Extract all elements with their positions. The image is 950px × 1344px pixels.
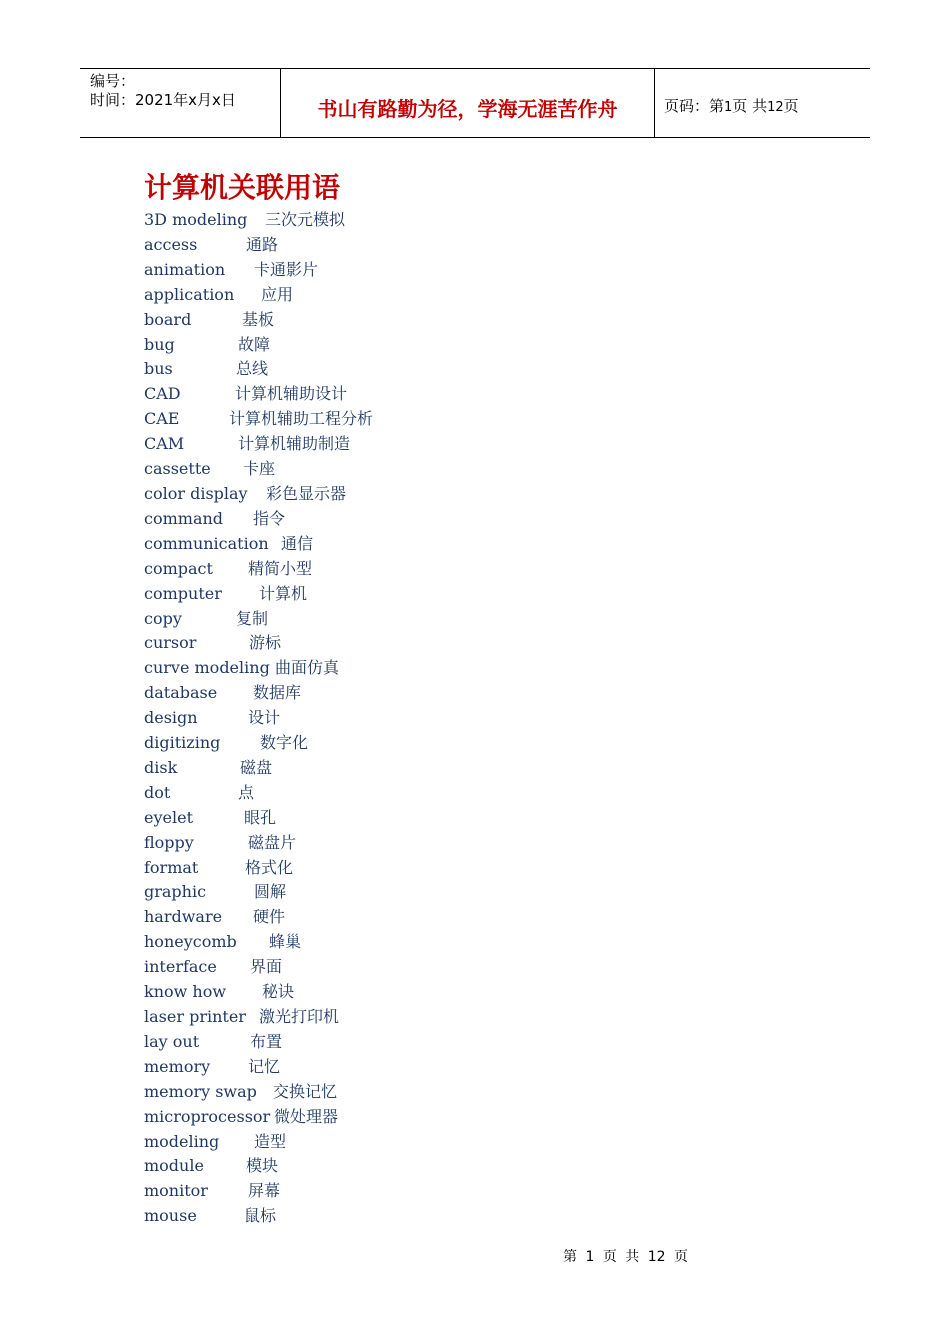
term-chinese: 彩色显示器 [266, 483, 347, 503]
term-english: application [144, 284, 235, 304]
term-row [144, 532, 644, 557]
term-chinese: 故障 [238, 334, 271, 354]
term-chinese: 复制 [236, 608, 269, 628]
term-english: design [144, 708, 198, 728]
term-english: monitor [144, 1181, 208, 1201]
term-chinese: 应用 [261, 284, 294, 304]
time-label: 时间：2021年x月x日 [90, 91, 236, 109]
term-row [144, 1005, 644, 1030]
term-english: 3D modeling [144, 210, 248, 229]
term-row [144, 856, 644, 881]
term-list [144, 208, 644, 1229]
term-row [144, 880, 644, 905]
term-row [144, 980, 644, 1005]
term-english: microprocessor [144, 1106, 271, 1126]
term-row [144, 208, 644, 233]
term-english: compact [144, 558, 213, 578]
term-row [144, 607, 644, 632]
footer-mid1: 页 [602, 1249, 617, 1265]
term-chinese: 圆解 [254, 882, 287, 902]
term-row [144, 656, 644, 681]
serial-label: 编号： [90, 72, 136, 90]
term-chinese: 激光打印机 [259, 1007, 340, 1026]
footer-prefix: 第 [563, 1249, 577, 1265]
term-row [144, 781, 644, 806]
term-english: module [144, 1156, 204, 1176]
term-chinese: 秘诀 [262, 982, 295, 1002]
term-row [144, 1130, 644, 1155]
term-row [144, 831, 644, 856]
term-english: CAD [144, 384, 181, 404]
term-english: computer [144, 583, 222, 603]
term-chinese: 磁盘 [240, 757, 273, 777]
term-row [144, 681, 644, 706]
term-row [144, 1030, 644, 1055]
term-chinese: 基板 [242, 309, 275, 329]
term-english: know how [144, 982, 227, 1002]
term-chinese: 通信 [281, 533, 314, 553]
header-motto: 书山有路勤为径，学海无涯苦作舟 [317, 97, 618, 121]
header-page-number [664, 95, 799, 116]
term-row [144, 1179, 644, 1204]
term-row [144, 631, 644, 656]
term-english: floppy [144, 832, 194, 852]
document-title: 计算机关联用语 [144, 171, 341, 204]
term-row [144, 557, 644, 582]
term-chinese: 游标 [249, 633, 282, 653]
term-english: access [144, 234, 198, 254]
document-header [80, 68, 870, 138]
footer-mid2: 共 [625, 1249, 640, 1265]
term-chinese: 总线 [236, 359, 269, 379]
term-chinese: 布置 [250, 1031, 283, 1051]
term-english: digitizing [144, 733, 221, 753]
term-english: database [144, 683, 218, 703]
term-english: copy [144, 608, 182, 628]
header-page-cell [655, 69, 870, 137]
term-row [144, 233, 644, 258]
term-english: modeling [144, 1131, 220, 1151]
term-chinese: 计算机辅助制造 [238, 434, 351, 454]
term-row [144, 1154, 644, 1179]
term-english: animation [144, 259, 226, 279]
term-row [144, 905, 644, 930]
term-row [144, 756, 644, 781]
header-page-total: 12 [767, 100, 784, 115]
term-english: mouse [144, 1206, 197, 1226]
term-english: CAM [144, 434, 185, 454]
term-row [144, 507, 644, 532]
term-chinese: 格式化 [245, 857, 294, 877]
term-row [144, 1080, 644, 1105]
term-chinese: 模块 [246, 1156, 279, 1176]
term-english: CAE [144, 409, 180, 429]
term-row [144, 1055, 644, 1080]
term-english: laser printer [144, 1007, 246, 1026]
term-row [144, 930, 644, 955]
term-row [144, 258, 644, 283]
term-english: honeycomb [144, 932, 237, 952]
header-page-mid: 页 共 [732, 97, 768, 115]
term-row [144, 407, 644, 432]
page-footer [563, 1246, 688, 1266]
term-english: lay out [144, 1031, 200, 1051]
term-chinese: 屏幕 [248, 1181, 281, 1201]
term-chinese: 记忆 [248, 1056, 281, 1076]
term-english: curve modeling [144, 658, 270, 678]
term-chinese: 造型 [254, 1131, 287, 1151]
term-english: memory [144, 1056, 211, 1076]
header-page-suffix: 页 [783, 97, 799, 115]
header-page-prefix: 页码：第 [664, 97, 725, 115]
term-english: dot [144, 782, 171, 802]
term-chinese: 蜂巢 [269, 932, 302, 952]
term-chinese: 精简小型 [248, 558, 313, 578]
term-english: cassette [144, 459, 211, 479]
term-english: memory swap [144, 1081, 257, 1101]
term-chinese: 三次元模拟 [265, 210, 346, 229]
term-row [144, 482, 644, 507]
term-chinese: 卡通影片 [254, 259, 319, 279]
term-english: format [144, 857, 199, 877]
footer-total: 12 [647, 1249, 666, 1265]
term-chinese: 磁盘片 [248, 832, 297, 852]
term-chinese: 计算机辅助设计 [235, 384, 348, 404]
term-chinese: 卡座 [243, 459, 276, 479]
term-row [144, 283, 644, 308]
term-row [144, 457, 644, 482]
term-english: disk [144, 757, 178, 777]
term-chinese: 数字化 [260, 733, 309, 753]
term-chinese: 曲面仿真 [275, 658, 340, 678]
term-chinese: 计算机辅助工程分析 [229, 409, 374, 429]
term-english: communication [144, 533, 269, 553]
term-english: color display [144, 483, 248, 503]
header-meta-cell [80, 69, 281, 137]
term-chinese: 点 [238, 782, 255, 802]
term-chinese: 通路 [246, 234, 279, 254]
term-english: cursor [144, 633, 197, 653]
term-row [144, 582, 644, 607]
term-english: eyelet [144, 807, 193, 827]
term-chinese: 数据库 [253, 683, 302, 703]
term-english: command [144, 508, 224, 528]
term-row [144, 1105, 644, 1130]
term-chinese: 交换记忆 [273, 1081, 338, 1101]
header-motto-cell [281, 69, 655, 137]
term-row [144, 432, 644, 457]
term-row [144, 731, 644, 756]
term-chinese: 硬件 [253, 907, 286, 927]
term-chinese: 界面 [250, 957, 283, 977]
term-row [144, 706, 644, 731]
header-page-current: 1 [724, 100, 733, 115]
term-row [144, 357, 644, 382]
footer-current: 1 [585, 1249, 595, 1265]
term-row [144, 333, 644, 358]
term-chinese: 指令 [253, 508, 286, 528]
term-chinese: 设计 [248, 708, 281, 728]
term-english: interface [144, 957, 217, 977]
term-row [144, 806, 644, 831]
term-english: hardware [144, 907, 223, 927]
term-row [144, 382, 644, 407]
term-chinese: 鼠标 [244, 1206, 277, 1226]
term-english: board [144, 309, 192, 329]
term-chinese: 眼孔 [244, 807, 277, 827]
term-chinese: 计算机 [259, 583, 308, 603]
term-english: graphic [144, 882, 207, 902]
term-row [144, 308, 644, 333]
term-row [144, 1204, 644, 1229]
term-chinese: 微处理器 [274, 1106, 339, 1126]
term-row [144, 955, 644, 980]
term-english: bug [144, 334, 175, 354]
footer-suffix: 页 [674, 1249, 689, 1265]
term-english: bus [144, 359, 173, 379]
